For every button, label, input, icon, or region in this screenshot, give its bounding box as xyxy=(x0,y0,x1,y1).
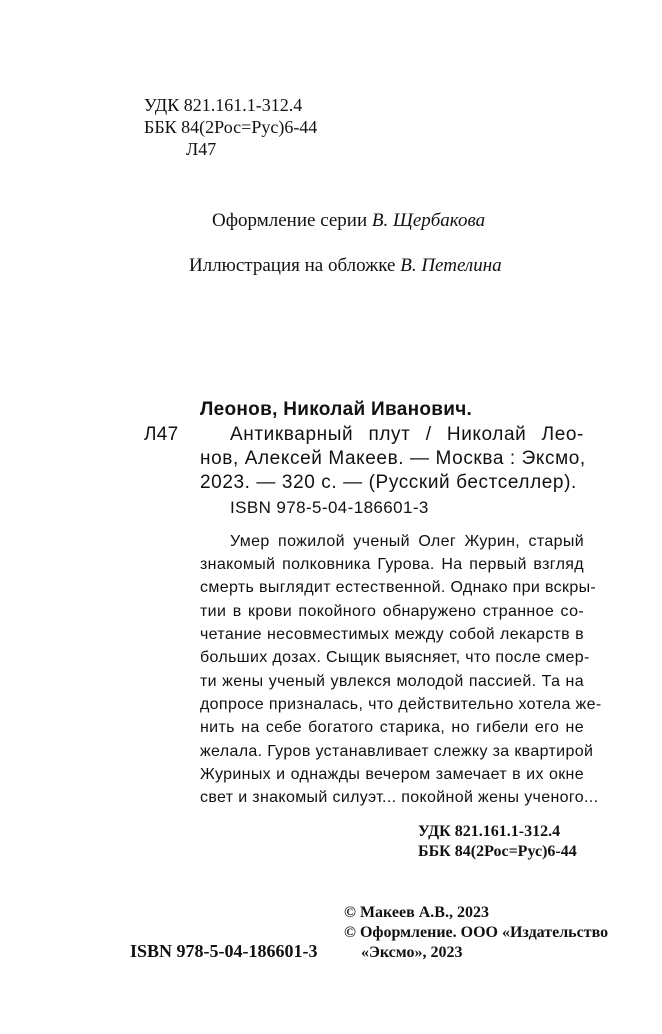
author-mark: Л47 xyxy=(186,139,217,159)
annotation-line: ти жены ученый увлекся молодой пассией. Та на xyxy=(200,673,584,690)
catalog-mark: Л47 xyxy=(144,424,179,445)
catalog-line: 2023. — 320 с. — (Русский бестселлер). xyxy=(200,472,577,493)
copyright-line: «Эксмо», 2023 xyxy=(361,944,463,961)
cover-illustration-credit xyxy=(189,254,502,278)
annotation-line: смерть выглядит естественной. Однако при вскры- xyxy=(200,579,597,596)
bbk-code-repeat: ББК 84(2Рос=Рус)6-44 xyxy=(418,843,577,860)
annotation-line: четание несовместимых между собой лекарств в xyxy=(200,626,584,643)
annotation-line: Журиных и однажды вечером замечает в их окне xyxy=(200,766,584,783)
annotation-line: нить на себе богатого старика, но гибели его не xyxy=(200,719,584,736)
cover-illustration-label: Иллюстрация на обложке xyxy=(189,255,396,276)
annotation-line: свет и знакомый силуэт... покойной жены ученого... xyxy=(200,789,599,806)
copyright-line: © Оформление. ООО «Издательство xyxy=(344,924,609,941)
series-design-name: В. Щербакова xyxy=(371,210,486,231)
copyright-line: © Макеев А.В., 2023 xyxy=(344,904,489,921)
series-design-label: Оформление серии xyxy=(212,210,368,231)
annotation-line: допросе призналась, что действительно хотела же- xyxy=(200,696,602,713)
series-design-credit xyxy=(212,209,485,233)
udk-code: УДК 821.161.1-312.4 xyxy=(144,95,303,115)
catalog-line: нов, Алексей Макеев. — Москва : Эксмо, xyxy=(200,448,586,469)
annotation-line: Умер пожилой ученый Олег Журин, старый xyxy=(230,533,584,550)
bbk-code: ББК 84(2Рос=Рус)6-44 xyxy=(144,117,318,137)
udk-code-repeat: УДК 821.161.1-312.4 xyxy=(418,823,561,840)
annotation-line: больших дозах. Сыщик выясняет, что после смер- xyxy=(200,649,590,666)
cover-illustration-name: В. Петелина xyxy=(400,255,502,276)
catalog-isbn: ISBN 978-5-04-186601-3 xyxy=(230,498,429,517)
annotation-line: тии в крови покойного обнаружено странное со- xyxy=(200,603,584,620)
annotation-line: желала. Гуров устанавливает слежку за квартирой xyxy=(200,743,594,760)
catalog-line: Антикварный плут / Николай Лео- xyxy=(230,424,584,445)
annotation-line: знакомый полковника Гурова. На первый взгляд xyxy=(200,556,584,573)
isbn-bottom: ISBN 978-5-04-186601-3 xyxy=(130,941,318,961)
catalog-heading: Леонов, Николай Иванович. xyxy=(200,399,473,420)
